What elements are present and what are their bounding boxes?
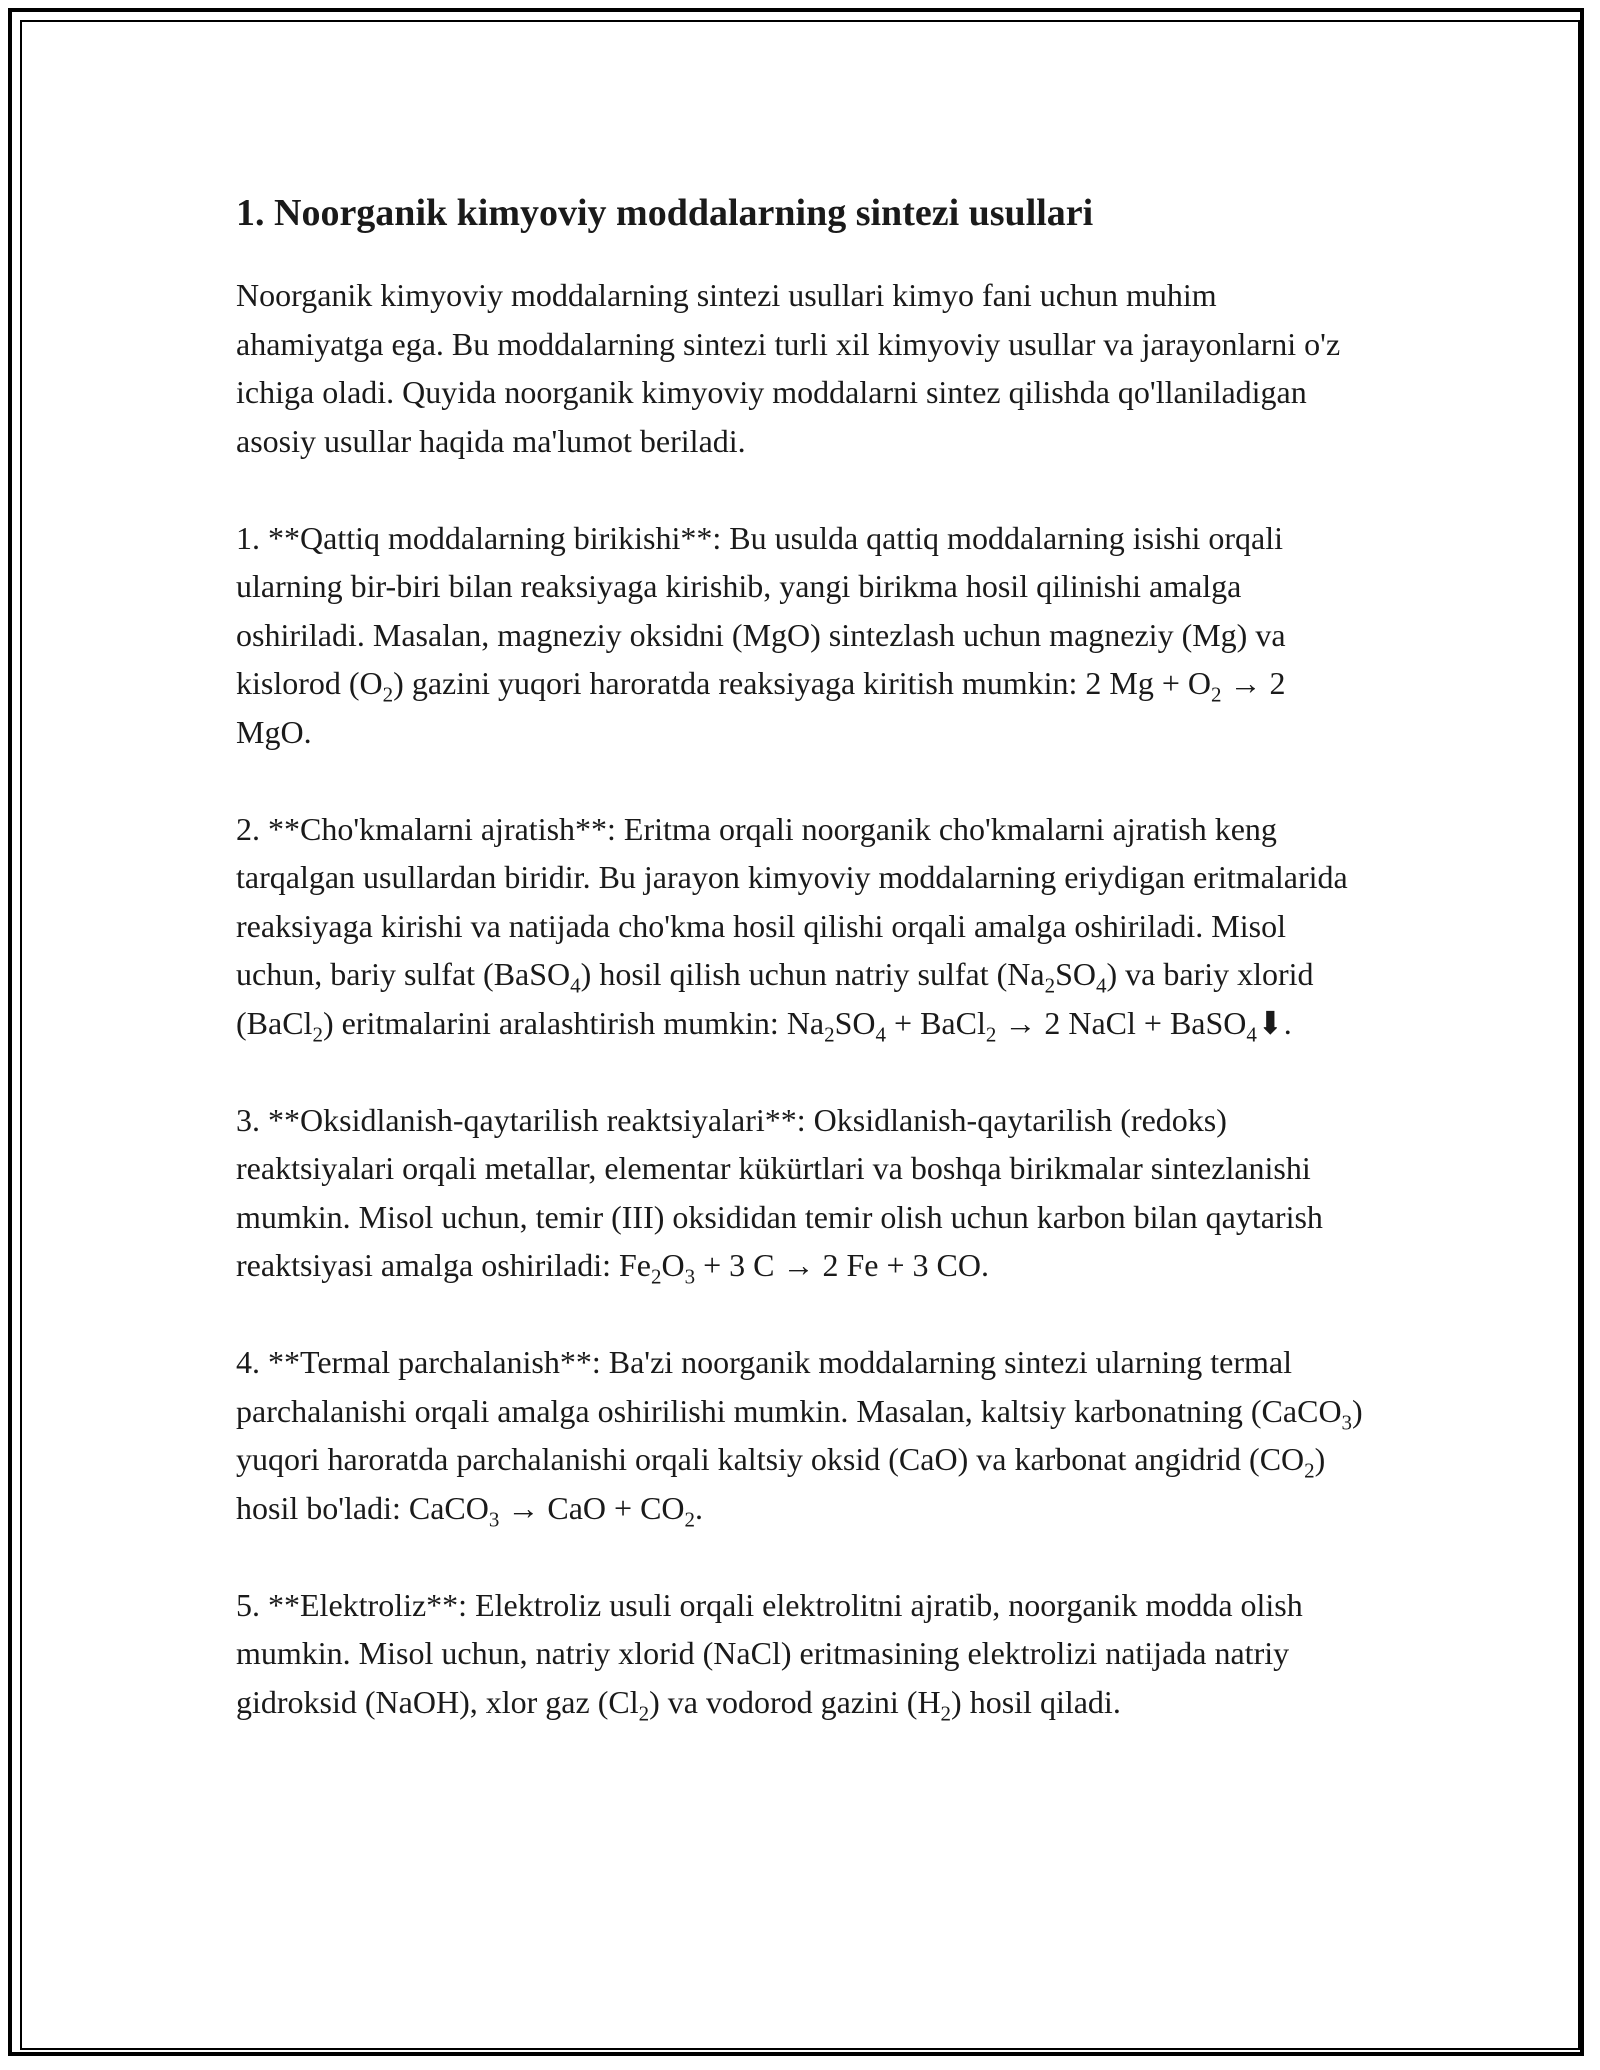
paragraph-3: 2. **Cho'kmalarni ajratish**: Eritma orqali noorganik cho'kmalarni ajratish keng tarqalgan usullardan biridir. Bu jarayon kimyoviy moddalarning eriydigan eritmalarida reaksiyaga kirishi va natijada cho'kma hosil qilishi orqali amalga oshiriladi. Misol uchun, bariy sulfat (BaSO$_4$) hosil qilish uchun natriy sulfat $(Na_2SO_4)$ va bariy xlorid (BaCl$_2$) eritmalarini aralashtirish mumkin: $Na_2SO_4$ + BaCl$_2$ → 2 NaCl + BaSO$_4$⬇.	[236, 810, 1348, 1046]
document-body	[236, 185, 1366, 1775]
subscript: 2	[1211, 682, 1222, 707]
subscript: 2	[382, 682, 394, 707]
subscript: 2	[684, 1506, 696, 1531]
subscript: 4	[1095, 973, 1107, 998]
subscript: 2	[1304, 1458, 1315, 1483]
paragraph-1: Noorganik kimyoviy moddalarning sintezi usullari kimyo fani uchun muhim ahamiyatga ega. Bu moddalarning sintezi turli xil kimyoviy usullar va jarayonlarni o'z ichiga oladi. Quyida noorganik kimyoviy moddalarni sintez qilishda qo'llaniladigan asosiy usullar haqida ma'lumot beriladi.	[236, 277, 1341, 459]
subscript: 2	[985, 1021, 997, 1046]
subscript: 2	[312, 1021, 323, 1046]
subscript: 3	[488, 1506, 500, 1531]
subscript: 2	[638, 1700, 650, 1725]
paragraph-5: 4. **Termal parchalanish**: Ba'zi noorganik moddalarning sintezi ularning termal parchalanishi orqali amalga oshirilishi mumkin. Masalan, kaltsiy karbonatning (CaCO$_3$) yuqori haroratda parchalanishi orqali kaltsiy oksid (CaO) va karbonat angidrid $(CO_2)$ hosil bo'ladi: CaCO$_3$ → CaO + $CO_2$.	[236, 1344, 1363, 1531]
subscript: 4	[875, 1021, 887, 1046]
subscript: 4	[570, 973, 581, 998]
document-title: 1. Noorganik kimyoviy moddalarning sintezi usullari	[236, 192, 1094, 234]
subscript: 3	[1341, 1409, 1353, 1434]
paragraph-list	[236, 271, 1366, 1726]
subscript: 2	[824, 1021, 835, 1046]
subscript: 2	[651, 1264, 662, 1289]
paragraph-2: 1. **Qattiq moddalarning birikishi**: Bu usulda qattiq moddalarning isishi orqali ularning bir-biri bilan reaksiyaga kirishib, yangi birikma hosil qilinishi amalga oshiriladi. Masalan, magneziy oksidni (MgO) sintezlash uchun magneziy (Mg) va kislorod $(O_2)$ gazini yuqori haroratda reaksiyaga kiritish mumkin: 2 $Mg + O_2 \to 2$ MgO.	[236, 519, 1286, 750]
subscript: 2	[1044, 973, 1056, 998]
paragraph-4: 3. **Oksidlanish-qaytarilish reaktsiyalari**: Oksidlanish-qaytarilish (redoks) reaktsiyalari orqali metallar, elementar kükürtlari va boshqa birikmalar sintezlanishi mumkin. Misol uchun, temir (III) oksididan temir olish uchun karbon bilan qaytarish reaktsiyasi amalga oshiriladi: $Fe_2O_3 + 3$ C → 2 Fe + 3 CO.	[236, 1101, 1323, 1289]
paragraph-6: 5. **Elektroliz**: Elektroliz usuli orqali elektrolitni ajratib, noorganik modda olish mumkin. Misol uchun, natriy xlorid (NaCl) eritmasining elektrolizi natijada natriy gidroksid (NaOH), xlor gaz $(Cl_2)$ va vodorod gazini $(H_2)$ hosil qiladi.	[236, 1586, 1303, 1725]
subscript: 2	[940, 1700, 952, 1725]
subscript: 4	[1246, 1021, 1257, 1046]
subscript: 3	[684, 1264, 696, 1289]
